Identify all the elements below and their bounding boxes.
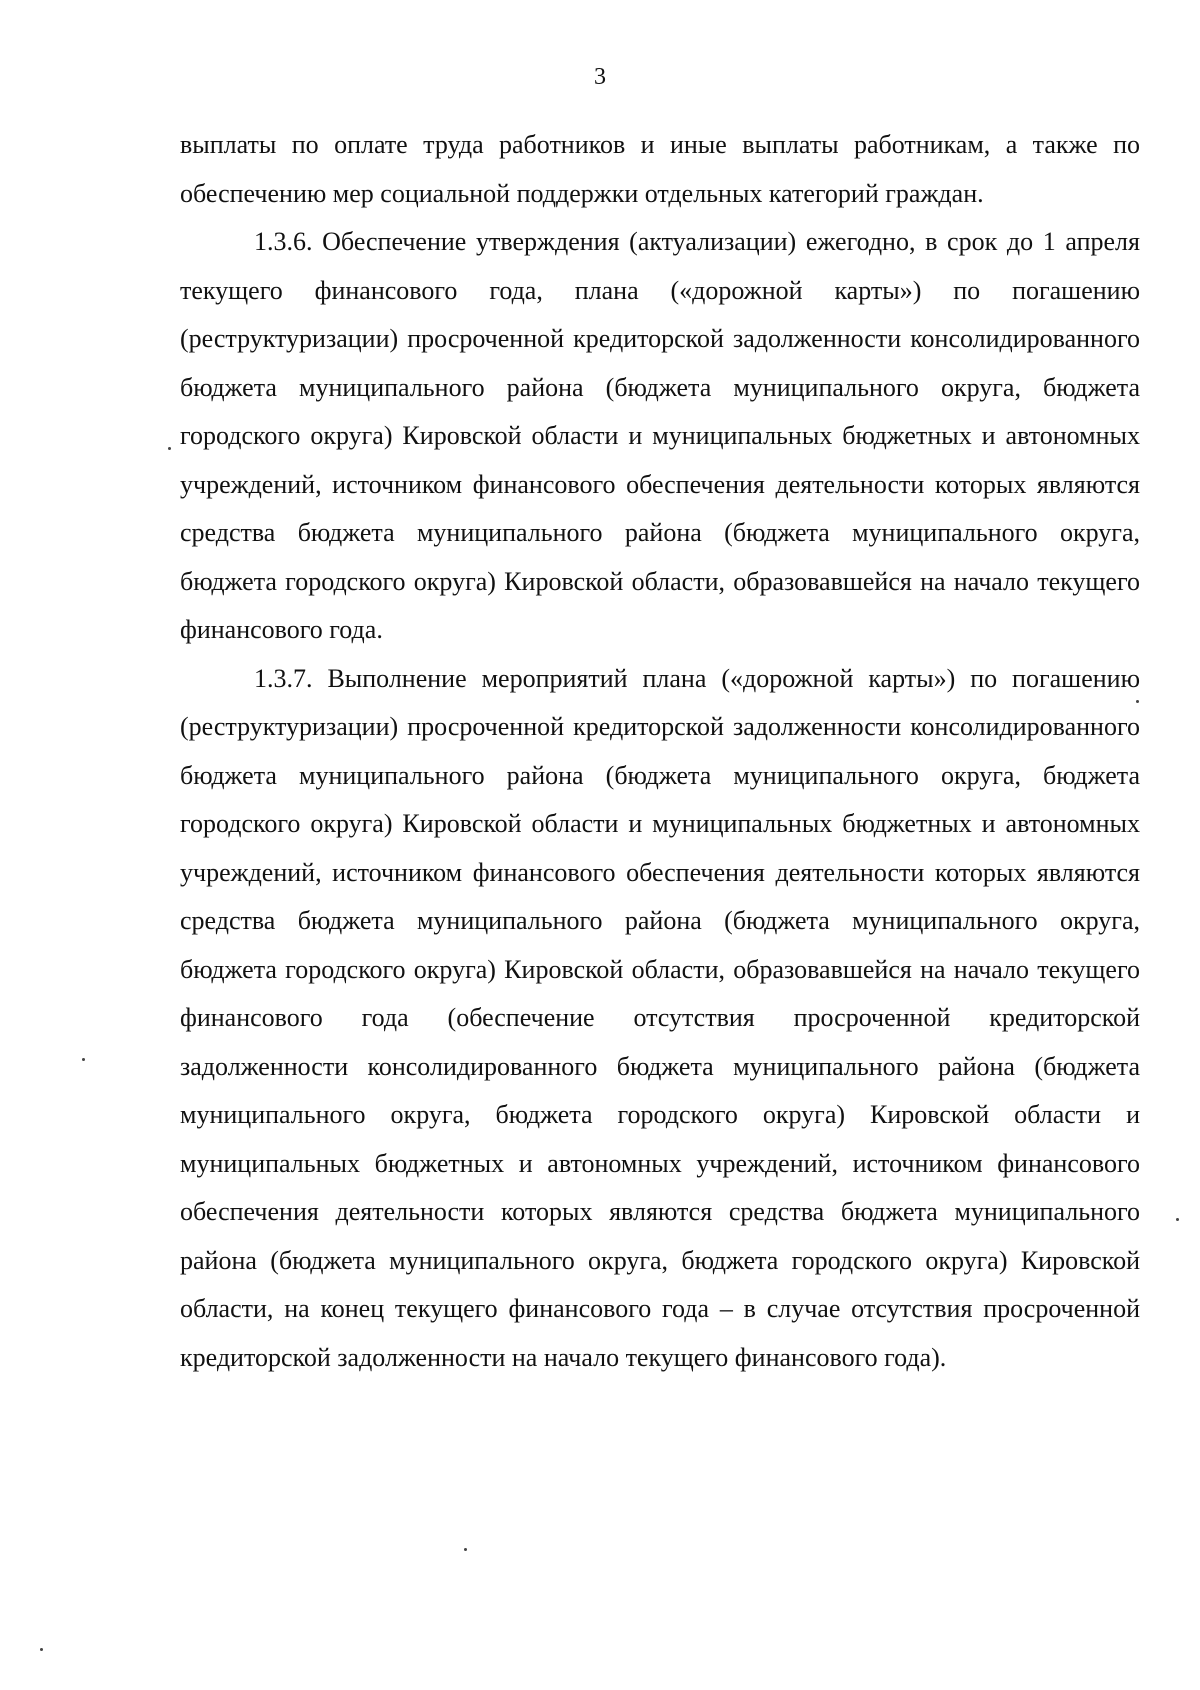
scan-speck	[1176, 1218, 1179, 1221]
scan-speck	[464, 1548, 467, 1551]
scan-speck	[40, 1648, 43, 1651]
scan-speck	[1136, 700, 1139, 703]
paragraph-item-1-3-6: 1.3.6. Обеспечение утверждения (актуализации) ежегодно, в срок до 1 апреля текущего финансового года, плана («дорожной карты») по погашению (реструктуризации) просроченной кредиторской задолженности консолидированного бюджета муниципального района (бюджета муниципального округа, бюджета городского округа) Кировской области и муниципальных бюджетных и автономных учреждений, источником финансового обеспечения деятельности которых являются средства бюджета муниципального района (бюджета муниципального округа, бюджета городского округа) Кировской области, образовавшейся на начало текущего финансового года.	[180, 227, 1140, 644]
paragraph-item-1-3-7: 1.3.7. Выполнение мероприятий плана («дорожной карты») по погашению (реструктуризации) просроченной кредиторской задолженности консолидированного бюджета муниципального района (бюджета муниципального округа, бюджета городского округа) Кировской области и муниципальных бюджетных и автономных учреждений, источником финансового обеспечения деятельности которых являются средства бюджета муниципального района (бюджета муниципального округа, бюджета городского округа) Кировской области, образовавшейся на начало текущего финансового года (обеспечение отсутствия просроченной кредиторской задолженности консолидированного бюджета муниципального района (бюджета муниципального округа, бюджета городского округа) Кировской области и муниципальных бюджетных и автономных учреждений, источником финансового обеспечения деятельности которых являются средства бюджета муниципального района (бюджета муниципального округа, бюджета городского округа) Кировской области, на конец текущего финансового года – в случае отсутствия просроченной кредиторской задолженности на начало текущего финансового года).	[180, 663, 1140, 1372]
page-number: 3	[594, 64, 606, 90]
paragraph-continuation: выплаты по оплате труда работников и иные выплаты работникам, а также по обеспечению мер социальной поддержки отдельных категорий граждан.	[180, 130, 1140, 208]
scan-speck	[168, 447, 171, 450]
document-body	[180, 121, 1140, 1382]
scan-speck	[82, 1058, 85, 1061]
